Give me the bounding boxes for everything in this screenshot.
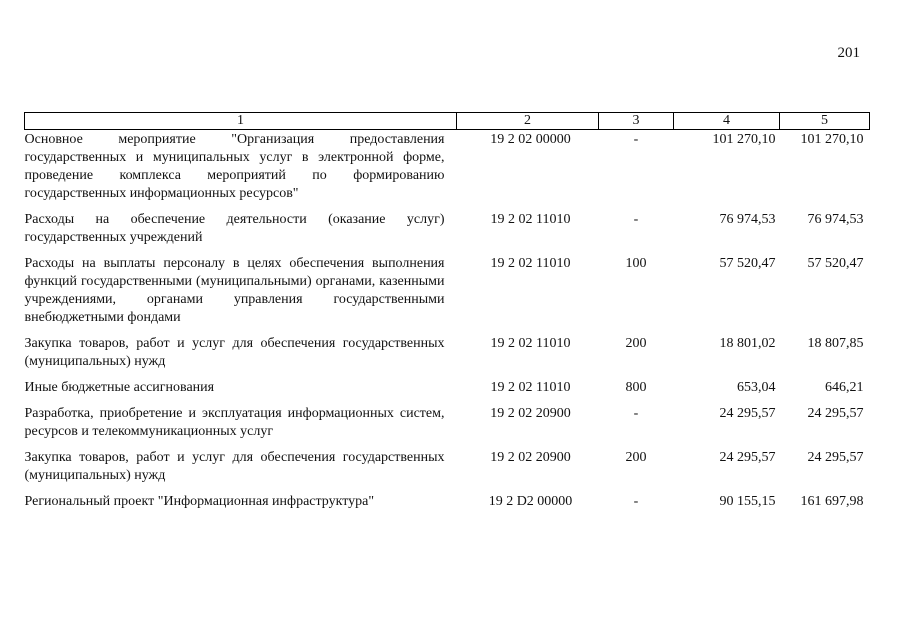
row-amount-col5: 101 270,10 bbox=[800, 132, 864, 147]
row-name: Расходы на выплаты персоналу в целях обеспечения выполнения функций государственными (муниципальными) органами, казенными учреждениями, органами управления государственными внебюджетными фондами bbox=[24, 256, 445, 325]
table-row bbox=[25, 130, 870, 212]
row-name: Региональный проект "Информационная инфраструктура" bbox=[24, 494, 375, 509]
row-amount-col4: 57 520,47 bbox=[719, 256, 776, 271]
row-expense-type: 800 bbox=[625, 380, 647, 395]
row-amount-col4: 653,04 bbox=[737, 380, 776, 395]
row-code: 19 2 02 11010 bbox=[490, 212, 571, 227]
header-col-4: 4 bbox=[674, 113, 780, 130]
budget-table bbox=[24, 112, 870, 519]
header-col-5: 5 bbox=[780, 113, 870, 130]
row-amount-col4: 18 801,02 bbox=[719, 336, 776, 351]
table-row bbox=[25, 211, 870, 255]
row-expense-type: 200 bbox=[625, 450, 647, 465]
page-number: 201 bbox=[837, 45, 860, 61]
row-expense-type: - bbox=[633, 494, 639, 509]
row-code: 19 2 02 00000 bbox=[490, 132, 571, 147]
row-name: Основное мероприятие "Организация предоставления государственных и муниципальных услуг в электронной форме, проведение комплекса мероприятий по формированию государственных информационных ресурсов" bbox=[24, 132, 445, 201]
table-row bbox=[25, 405, 870, 449]
row-amount-col4: 101 270,10 bbox=[712, 132, 776, 147]
header-col-2: 2 bbox=[457, 113, 599, 130]
table-row bbox=[25, 255, 870, 335]
table-row bbox=[25, 493, 870, 519]
header-row bbox=[25, 113, 870, 130]
row-name: Разработка, приобретение и эксплуатация информационных систем, ресурсов и телекоммуникационных услуг bbox=[24, 406, 445, 439]
row-code: 19 2 02 20900 bbox=[490, 450, 571, 465]
row-code: 19 2 02 11010 bbox=[490, 336, 571, 351]
row-name: Закупка товаров, работ и услуг для обеспечения государственных (муниципальных) нужд bbox=[24, 336, 445, 369]
row-code: 19 2 02 11010 bbox=[490, 256, 571, 271]
row-name: Расходы на обеспечение деятельности (оказание услуг) государственных учреждений bbox=[24, 212, 445, 245]
row-expense-type: - bbox=[633, 132, 639, 147]
row-amount-col4: 76 974,53 bbox=[719, 212, 776, 227]
row-amount-col5: 24 295,57 bbox=[807, 406, 864, 421]
row-amount-col5: 18 807,85 bbox=[807, 336, 864, 351]
header-col-3: 3 bbox=[599, 113, 674, 130]
row-amount-col4: 90 155,15 bbox=[719, 494, 776, 509]
row-code: 19 2 02 11010 bbox=[490, 380, 571, 395]
row-amount-col5: 76 974,53 bbox=[807, 212, 864, 227]
row-name: Иные бюджетные ассигнования bbox=[24, 380, 215, 395]
row-expense-type: 100 bbox=[625, 256, 647, 271]
header-col-1: 1 bbox=[25, 113, 457, 130]
row-expense-type: - bbox=[633, 212, 639, 227]
row-code: 19 2 D2 00000 bbox=[488, 494, 573, 509]
row-code: 19 2 02 20900 bbox=[490, 406, 571, 421]
row-expense-type: 200 bbox=[625, 336, 647, 351]
row-amount-col5: 161 697,98 bbox=[800, 494, 864, 509]
row-amount-col5: 24 295,57 bbox=[807, 450, 864, 465]
table-row bbox=[25, 335, 870, 379]
table-row bbox=[25, 379, 870, 405]
row-amount-col4: 24 295,57 bbox=[719, 450, 776, 465]
table-row bbox=[25, 449, 870, 493]
row-amount-col5: 57 520,47 bbox=[807, 256, 864, 271]
row-expense-type: - bbox=[633, 406, 639, 421]
row-amount-col4: 24 295,57 bbox=[719, 406, 776, 421]
row-amount-col5: 646,21 bbox=[825, 380, 864, 395]
row-name: Закупка товаров, работ и услуг для обеспечения государственных (муниципальных) нужд bbox=[24, 450, 445, 483]
